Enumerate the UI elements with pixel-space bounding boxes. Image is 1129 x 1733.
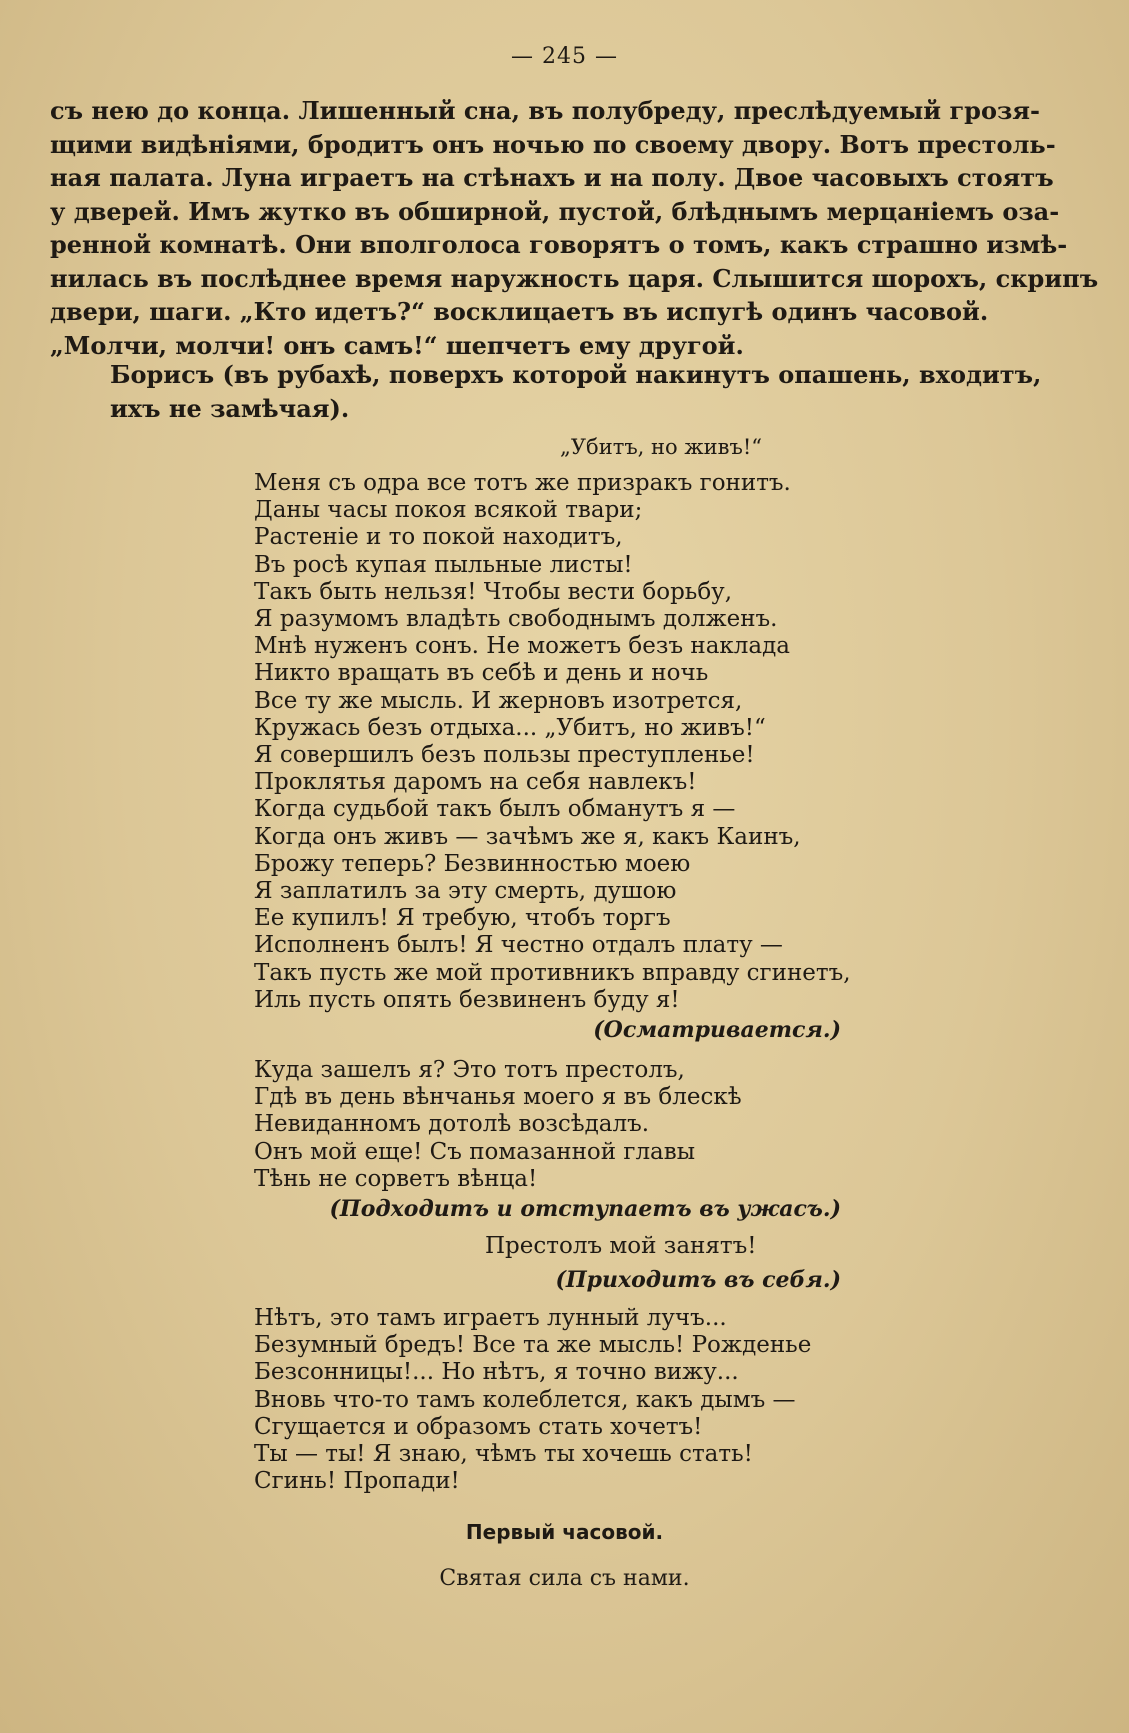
prose-line: щими видѣніями, бродитъ онъ ночью по своему двору. Вотъ престоль- (50, 129, 1056, 159)
prose-line: Борисъ (въ рубахѣ, поверхъ которой накинутъ опашень, входитъ, (110, 360, 1042, 389)
verse-line: Невиданномъ дотолѣ возсѣдалъ. (254, 1111, 650, 1138)
prose-line: двери, шаги. „Кто идетъ?“ восклицаетъ въ испугѣ одинъ часовой. (50, 297, 989, 326)
speaker-name: Первый часовой. (465, 1520, 664, 1544)
verse-line: Мнѣ нуженъ сонъ. Не можетъ безъ наклада (254, 633, 790, 660)
verse-line: Кружась безъ отдыха... „Убитъ, но живъ!“ (254, 714, 766, 741)
verse-line: Я заплатилъ за эту смерть, душою (254, 878, 677, 905)
verse-line: Такъ пусть же мой противникъ вправду сгинетъ, (254, 959, 851, 986)
prose-line: нилась въ послѣднее время наружность царя. Слышится шорохъ, скрипъ (50, 263, 1099, 293)
verse-line: Онъ мой еще! Съ помазанной главы (254, 1138, 696, 1165)
prose-line: „Молчи, молчи! онъ самъ!“ шепчетъ ему другой. (50, 330, 744, 360)
verse-line: Никто вращать въ себѣ и день и ночь (254, 660, 709, 687)
verse-block-1 (254, 470, 851, 1014)
verse-line-indented: Престолъ мой занятъ! (485, 1233, 757, 1259)
speech-line: Святая сила съ нами. (439, 1566, 690, 1591)
prose-line: съ нею до конца. Лишенный сна, въ полубреду, преслѣдуемый грозя- (50, 96, 1040, 125)
verse-line: Въ росѣ купая пыльные листы! (254, 551, 633, 578)
prose-line: ренной комнатѣ. Они вполголоса говорятъ о томъ, какъ страшно измѣ- (50, 230, 1068, 259)
prose-paragraph-2 (50, 358, 1042, 425)
verse-line: Меня съ одра все тотъ же призракъ гонитъ. (254, 470, 791, 496)
prose-line: у дверей. Имъ жутко въ обширной, пустой, блѣднымъ мерцаніемъ оза- (50, 196, 1060, 226)
verse-line: Гдѣ въ день вѣнчанья моего я въ блескѣ (254, 1084, 742, 1111)
stage-direction: (Приходитъ въ себя.) (555, 1267, 841, 1293)
verse-line: Все ту же мысль. И жерновъ изотрется, (254, 687, 743, 714)
verse-line: Даны часы покоя всякой твари; (254, 497, 643, 524)
verse-line: Сгинь! Пропади! (254, 1468, 460, 1495)
verse-line: Иль пусть опять безвиненъ буду я! (254, 986, 680, 1013)
page-number: — 245 — (511, 44, 618, 69)
verse-line: Я совершилъ безъ пользы преступленье! (254, 742, 755, 769)
verse-line: Куда зашелъ я? Это тотъ престолъ, (254, 1057, 685, 1083)
verse-line: Растеніе и то покой находитъ, (254, 524, 623, 551)
prose-line: ихъ не замѣчая). (110, 393, 350, 423)
verse-block-3 (254, 1305, 811, 1495)
stage-direction: (Осматривается.) (593, 1017, 841, 1043)
verse-line: Нѣтъ, это тамъ играетъ лунный лучъ... (254, 1305, 727, 1331)
verse-line: Безумный бредъ! Все та же мысль! Рожденье (254, 1332, 812, 1359)
verse-line: Такъ быть нельзя! Чтобы вести борьбу, (254, 578, 733, 605)
verse-line: Когда онъ живъ — зачѣмъ же я, какъ Каинъ, (254, 823, 801, 850)
verse-block-2 (254, 1057, 742, 1193)
stage-direction: (Подходитъ и отступаетъ въ ужасъ.) (329, 1196, 841, 1222)
verse-line: Тѣнь не сорветъ вѣнца! (254, 1165, 538, 1192)
verse-line: Безсонницы!... Но нѣтъ, я точно вижу... (254, 1359, 739, 1386)
prose-paragraph-1 (50, 94, 1099, 362)
verse-line: Сгущается и образомъ стать хочетъ! (254, 1413, 703, 1440)
verse-line: Вновь что-то тамъ колеблется, какъ дымъ — (254, 1386, 796, 1413)
verse-line: Проклятья даромъ на себя навлекъ! (254, 769, 697, 796)
epigraph: „Убитъ, но живъ!“ (560, 435, 763, 459)
verse-line: Ее купилъ! Я требую, чтобъ торгъ (254, 905, 671, 932)
verse-line: Я разумомъ владѣть свободнымъ долженъ. (254, 606, 778, 633)
verse-line: Брожу теперь? Безвинностью моею (254, 850, 691, 877)
verse-line: Исполненъ былъ! Я честно отдалъ плату — (254, 932, 783, 959)
verse-line: Когда судьбой такъ былъ обманутъ я — (254, 796, 736, 823)
prose-line: ная палата. Луна играетъ на стѣнахъ и на полу. Двое часовыхъ стоятъ (50, 163, 1054, 192)
verse-line: Ты — ты! Я знаю, чѣмъ ты хочешь стать! (254, 1441, 753, 1468)
